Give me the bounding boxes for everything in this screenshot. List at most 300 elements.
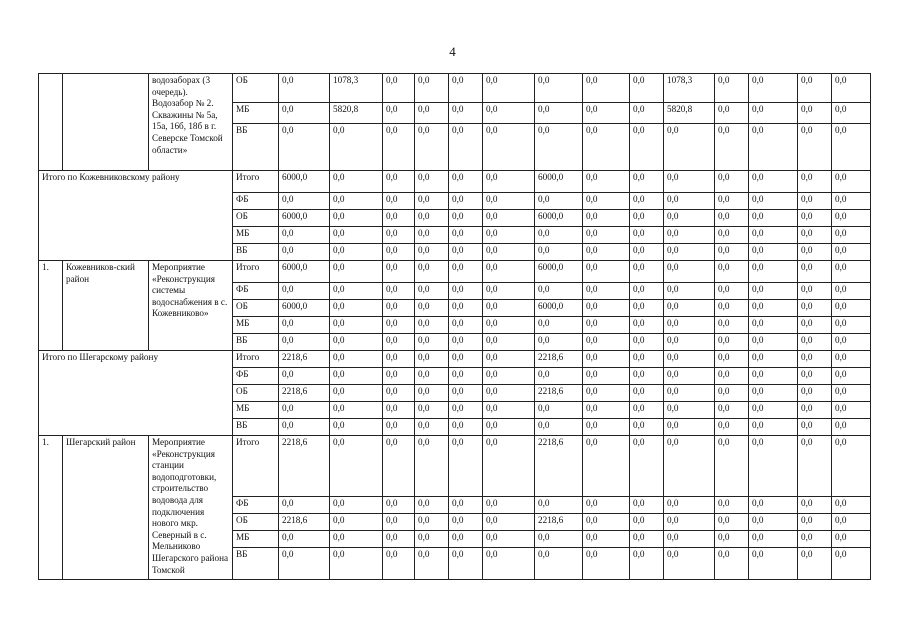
value-cell: 0,0 [798, 244, 832, 261]
value-cell: 0,0 [483, 351, 535, 368]
value-cell: 6000,0 [535, 210, 583, 227]
value-cell: 0,0 [664, 531, 715, 548]
value-cell: 0,0 [415, 351, 449, 368]
value-cell: 0,0 [630, 193, 664, 210]
value-cell: 0,0 [330, 548, 383, 580]
value-cell: 0,0 [415, 124, 449, 171]
value-cell: 0,0 [664, 210, 715, 227]
value-cell: 0,0 [664, 171, 715, 193]
value-cell: 0,0 [279, 193, 330, 210]
value-cell: 0,0 [664, 368, 715, 385]
page-number: 4 [449, 44, 456, 59]
value-cell: 0,0 [449, 419, 483, 436]
value-cell: 0,0 [330, 531, 383, 548]
row-number: 1. [39, 261, 63, 351]
value-cell: 0,0 [330, 497, 383, 514]
value-cell: 0,0 [798, 171, 832, 193]
value-cell: 0,0 [535, 497, 583, 514]
value-cell: 0,0 [330, 227, 383, 244]
value-cell: 0,0 [279, 368, 330, 385]
table-row [39, 74, 871, 103]
value-cell: 0,0 [715, 244, 749, 261]
value-cell: 0,0 [483, 548, 535, 580]
value-cell: 0,0 [330, 514, 383, 531]
value-cell: 0,0 [383, 227, 415, 244]
value-cell: 0,0 [832, 244, 871, 261]
funding-source: ФБ [233, 497, 279, 514]
value-cell: 0,0 [415, 103, 449, 124]
value-cell: 0,0 [535, 283, 583, 300]
value-cell: 0,0 [535, 548, 583, 580]
value-cell: 0,0 [383, 514, 415, 531]
funding-source: ОБ [233, 300, 279, 317]
value-cell: 0,0 [664, 497, 715, 514]
funding-source: ОБ [233, 210, 279, 227]
value-cell: 0,0 [749, 300, 798, 317]
value-cell: 0,0 [583, 514, 630, 531]
value-cell: 0,0 [415, 419, 449, 436]
value-cell: 0,0 [630, 261, 664, 283]
value-cell: 0,0 [449, 300, 483, 317]
value-cell: 0,0 [449, 74, 483, 103]
row-number: 1. [39, 436, 63, 580]
value-cell: 0,0 [832, 531, 871, 548]
value-cell: 0,0 [483, 227, 535, 244]
value-cell: 0,0 [749, 317, 798, 334]
value-cell: 0,0 [715, 385, 749, 402]
value-cell: 6000,0 [535, 261, 583, 283]
value-cell: 6000,0 [279, 171, 330, 193]
budget-table [38, 73, 871, 580]
value-cell: 0,0 [330, 317, 383, 334]
value-cell: 0,0 [383, 283, 415, 300]
value-cell: 0,0 [415, 531, 449, 548]
value-cell: 0,0 [483, 497, 535, 514]
district-name [63, 74, 149, 171]
table-row [39, 436, 871, 497]
value-cell: 0,0 [798, 368, 832, 385]
value-cell: 0,0 [449, 124, 483, 171]
value-cell: 0,0 [583, 548, 630, 580]
value-cell: 0,0 [832, 385, 871, 402]
value-cell: 0,0 [483, 244, 535, 261]
value-cell: 0,0 [749, 171, 798, 193]
value-cell: 0,0 [383, 171, 415, 193]
value-cell: 0,0 [715, 74, 749, 103]
funding-source: ВБ [233, 124, 279, 171]
value-cell: 0,0 [583, 244, 630, 261]
value-cell: 0,0 [583, 497, 630, 514]
value-cell: 0,0 [832, 227, 871, 244]
value-cell: 2218,6 [535, 436, 583, 497]
value-cell: 0,0 [279, 497, 330, 514]
value-cell: 0,0 [664, 351, 715, 368]
value-cell: 5820,8 [664, 103, 715, 124]
value-cell: 6000,0 [535, 171, 583, 193]
value-cell: 0,0 [330, 385, 383, 402]
value-cell: 0,0 [715, 193, 749, 210]
value-cell: 0,0 [483, 283, 535, 300]
value-cell: 0,0 [415, 227, 449, 244]
value-cell: 0,0 [630, 210, 664, 227]
funding-source: ВБ [233, 419, 279, 436]
value-cell: 0,0 [449, 227, 483, 244]
value-cell: 0,0 [664, 385, 715, 402]
value-cell: 0,0 [630, 334, 664, 351]
value-cell: 0,0 [415, 171, 449, 193]
value-cell: 0,0 [383, 531, 415, 548]
total-row [39, 171, 871, 193]
value-cell: 0,0 [630, 317, 664, 334]
value-cell: 0,0 [749, 124, 798, 171]
value-cell: 0,0 [330, 300, 383, 317]
measure-description: водозаборах (3 очередь). Водозабор № 2. Скважины № 5а, 15а, 16б, 18б в г. Северске Томской области» [149, 74, 233, 171]
value-cell: 0,0 [798, 497, 832, 514]
value-cell: 2218,6 [279, 514, 330, 531]
value-cell: 0,0 [383, 368, 415, 385]
value-cell: 0,0 [664, 261, 715, 283]
value-cell: 0,0 [630, 300, 664, 317]
value-cell: 0,0 [664, 419, 715, 436]
value-cell: 6000,0 [279, 300, 330, 317]
value-cell: 0,0 [330, 193, 383, 210]
value-cell: 0,0 [535, 334, 583, 351]
value-cell: 2218,6 [535, 385, 583, 402]
funding-source: Итого [233, 171, 279, 193]
value-cell: 0,0 [449, 436, 483, 497]
value-cell: 0,0 [798, 261, 832, 283]
funding-source: ФБ [233, 193, 279, 210]
district-total-label: Итого по Шегарскому району [39, 351, 233, 436]
value-cell: 0,0 [415, 368, 449, 385]
value-cell: 0,0 [583, 210, 630, 227]
value-cell: 0,0 [483, 368, 535, 385]
value-cell: 0,0 [630, 283, 664, 300]
value-cell: 0,0 [664, 334, 715, 351]
value-cell: 0,0 [749, 351, 798, 368]
value-cell: 0,0 [664, 300, 715, 317]
value-cell: 6000,0 [535, 300, 583, 317]
value-cell: 0,0 [415, 74, 449, 103]
value-cell: 0,0 [535, 193, 583, 210]
value-cell: 0,0 [832, 261, 871, 283]
value-cell: 0,0 [798, 402, 832, 419]
funding-source: Итого [233, 436, 279, 497]
value-cell: 0,0 [664, 548, 715, 580]
value-cell: 0,0 [330, 244, 383, 261]
value-cell: 0,0 [535, 74, 583, 103]
value-cell: 0,0 [279, 317, 330, 334]
value-cell: 0,0 [798, 436, 832, 497]
value-cell: 0,0 [664, 227, 715, 244]
value-cell: 0,0 [715, 497, 749, 514]
funding-source: МБ [233, 402, 279, 419]
value-cell: 0,0 [383, 436, 415, 497]
value-cell: 0,0 [383, 351, 415, 368]
value-cell: 0,0 [279, 402, 330, 419]
value-cell: 0,0 [583, 283, 630, 300]
value-cell: 0,0 [832, 210, 871, 227]
value-cell: 0,0 [798, 124, 832, 171]
funding-source: Итого [233, 261, 279, 283]
value-cell: 0,0 [330, 368, 383, 385]
value-cell: 0,0 [798, 317, 832, 334]
value-cell: 0,0 [583, 124, 630, 171]
value-cell: 0,0 [415, 497, 449, 514]
value-cell: 0,0 [832, 368, 871, 385]
value-cell: 0,0 [483, 124, 535, 171]
value-cell: 0,0 [449, 171, 483, 193]
value-cell: 0,0 [415, 300, 449, 317]
value-cell: 0,0 [535, 368, 583, 385]
district-name: Кожевников-ский район [63, 261, 149, 351]
value-cell: 0,0 [583, 193, 630, 210]
value-cell: 0,0 [483, 317, 535, 334]
value-cell: 0,0 [483, 402, 535, 419]
value-cell: 0,0 [330, 124, 383, 171]
value-cell: 0,0 [449, 531, 483, 548]
value-cell: 0,0 [832, 124, 871, 171]
value-cell: 0,0 [483, 436, 535, 497]
value-cell: 0,0 [664, 124, 715, 171]
value-cell: 0,0 [483, 419, 535, 436]
value-cell: 0,0 [330, 436, 383, 497]
value-cell: 0,0 [715, 210, 749, 227]
value-cell: 0,0 [583, 103, 630, 124]
value-cell: 0,0 [583, 531, 630, 548]
value-cell: 0,0 [715, 171, 749, 193]
value-cell: 0,0 [279, 419, 330, 436]
value-cell: 0,0 [798, 514, 832, 531]
value-cell: 0,0 [383, 334, 415, 351]
value-cell: 0,0 [749, 385, 798, 402]
value-cell: 0,0 [383, 74, 415, 103]
value-cell: 0,0 [749, 103, 798, 124]
value-cell: 0,0 [664, 317, 715, 334]
value-cell: 0,0 [415, 210, 449, 227]
value-cell: 0,0 [383, 317, 415, 334]
value-cell: 0,0 [449, 193, 483, 210]
value-cell: 0,0 [415, 514, 449, 531]
value-cell: 0,0 [383, 419, 415, 436]
value-cell: 0,0 [749, 261, 798, 283]
value-cell: 0,0 [583, 419, 630, 436]
value-cell: 0,0 [583, 368, 630, 385]
value-cell: 0,0 [715, 261, 749, 283]
funding-source: ВБ [233, 244, 279, 261]
value-cell: 0,0 [415, 402, 449, 419]
value-cell: 0,0 [832, 351, 871, 368]
value-cell: 0,0 [715, 317, 749, 334]
value-cell: 0,0 [483, 300, 535, 317]
value-cell: 0,0 [630, 124, 664, 171]
value-cell: 0,0 [832, 300, 871, 317]
value-cell: 0,0 [449, 261, 483, 283]
funding-source: ВБ [233, 548, 279, 580]
value-cell: 2218,6 [279, 351, 330, 368]
value-cell: 0,0 [330, 210, 383, 227]
value-cell: 0,0 [798, 334, 832, 351]
value-cell: 0,0 [630, 227, 664, 244]
value-cell: 0,0 [715, 351, 749, 368]
value-cell: 0,0 [415, 283, 449, 300]
value-cell: 0,0 [535, 419, 583, 436]
value-cell: 0,0 [630, 436, 664, 497]
value-cell: 0,0 [483, 171, 535, 193]
value-cell: 0,0 [832, 334, 871, 351]
value-cell: 0,0 [449, 402, 483, 419]
value-cell: 1078,3 [664, 74, 715, 103]
value-cell: 2218,6 [535, 351, 583, 368]
value-cell: 0,0 [383, 124, 415, 171]
value-cell: 2218,6 [279, 385, 330, 402]
value-cell: 0,0 [330, 402, 383, 419]
value-cell: 0,0 [749, 193, 798, 210]
value-cell: 0,0 [383, 300, 415, 317]
value-cell: 0,0 [583, 402, 630, 419]
value-cell: 0,0 [749, 402, 798, 419]
value-cell: 0,0 [798, 103, 832, 124]
value-cell: 0,0 [715, 436, 749, 497]
value-cell: 0,0 [483, 385, 535, 402]
value-cell: 0,0 [449, 548, 483, 580]
value-cell: 0,0 [630, 497, 664, 514]
value-cell: 0,0 [583, 351, 630, 368]
value-cell: 0,0 [664, 193, 715, 210]
value-cell: 0,0 [832, 171, 871, 193]
value-cell: 0,0 [279, 244, 330, 261]
value-cell: 0,0 [583, 261, 630, 283]
funding-source: Итого [233, 351, 279, 368]
value-cell: 0,0 [749, 419, 798, 436]
value-cell: 0,0 [798, 210, 832, 227]
value-cell: 0,0 [330, 171, 383, 193]
value-cell: 0,0 [715, 368, 749, 385]
value-cell: 0,0 [330, 261, 383, 283]
value-cell: 0,0 [664, 283, 715, 300]
value-cell: 0,0 [749, 227, 798, 244]
value-cell: 0,0 [798, 193, 832, 210]
value-cell: 0,0 [749, 548, 798, 580]
value-cell: 0,0 [583, 171, 630, 193]
value-cell: 0,0 [415, 385, 449, 402]
value-cell: 0,0 [798, 74, 832, 103]
value-cell: 0,0 [630, 514, 664, 531]
value-cell: 0,0 [449, 385, 483, 402]
value-cell: 0,0 [715, 227, 749, 244]
value-cell: 0,0 [832, 419, 871, 436]
value-cell: 0,0 [715, 283, 749, 300]
value-cell: 0,0 [383, 210, 415, 227]
value-cell: 0,0 [535, 227, 583, 244]
value-cell: 0,0 [715, 300, 749, 317]
value-cell: 0,0 [415, 436, 449, 497]
value-cell: 0,0 [715, 334, 749, 351]
value-cell: 0,0 [449, 351, 483, 368]
value-cell: 0,0 [483, 514, 535, 531]
value-cell: 0,0 [449, 210, 483, 227]
value-cell: 0,0 [630, 419, 664, 436]
value-cell: 0,0 [832, 74, 871, 103]
value-cell: 0,0 [583, 74, 630, 103]
value-cell: 0,0 [383, 385, 415, 402]
value-cell: 0,0 [583, 334, 630, 351]
value-cell: 0,0 [832, 436, 871, 497]
value-cell: 0,0 [535, 124, 583, 171]
value-cell: 0,0 [449, 497, 483, 514]
table-row [39, 261, 871, 283]
value-cell: 0,0 [664, 514, 715, 531]
value-cell: 0,0 [330, 334, 383, 351]
value-cell: 0,0 [279, 103, 330, 124]
value-cell: 0,0 [415, 244, 449, 261]
value-cell: 0,0 [383, 497, 415, 514]
value-cell: 0,0 [749, 283, 798, 300]
value-cell: 0,0 [630, 368, 664, 385]
value-cell: 0,0 [330, 419, 383, 436]
measure-description: Мероприятие «Реконструкция станции водоподготовки, строительство водовода для подключения нового мкр. Северный в с. Мельниково Шегарского района Томской [149, 436, 233, 580]
funding-source: ВБ [233, 334, 279, 351]
value-cell: 0,0 [715, 402, 749, 419]
value-cell: 2218,6 [279, 436, 330, 497]
value-cell: 0,0 [383, 261, 415, 283]
value-cell: 0,0 [279, 548, 330, 580]
value-cell: 0,0 [535, 402, 583, 419]
value-cell: 0,0 [330, 351, 383, 368]
value-cell: 0,0 [483, 531, 535, 548]
value-cell: 0,0 [664, 436, 715, 497]
funding-source: МБ [233, 317, 279, 334]
value-cell: 0,0 [415, 334, 449, 351]
value-cell: 0,0 [535, 244, 583, 261]
value-cell: 0,0 [630, 548, 664, 580]
value-cell: 0,0 [449, 514, 483, 531]
value-cell: 0,0 [832, 103, 871, 124]
value-cell: 2218,6 [535, 514, 583, 531]
row-number [39, 74, 63, 171]
value-cell: 0,0 [832, 548, 871, 580]
value-cell: 0,0 [749, 531, 798, 548]
value-cell: 0,0 [279, 227, 330, 244]
funding-source: МБ [233, 531, 279, 548]
value-cell: 0,0 [415, 193, 449, 210]
value-cell: 0,0 [415, 317, 449, 334]
value-cell: 0,0 [279, 531, 330, 548]
value-cell: 0,0 [535, 103, 583, 124]
total-row [39, 351, 871, 368]
value-cell: 0,0 [664, 402, 715, 419]
value-cell: 0,0 [449, 368, 483, 385]
value-cell: 0,0 [832, 402, 871, 419]
value-cell: 0,0 [715, 103, 749, 124]
value-cell: 0,0 [832, 514, 871, 531]
value-cell: 0,0 [583, 227, 630, 244]
value-cell: 0,0 [630, 531, 664, 548]
value-cell: 0,0 [832, 497, 871, 514]
value-cell: 0,0 [832, 283, 871, 300]
value-cell: 0,0 [279, 124, 330, 171]
value-cell: 0,0 [798, 300, 832, 317]
value-cell: 0,0 [749, 244, 798, 261]
value-cell: 0,0 [630, 103, 664, 124]
value-cell: 0,0 [483, 334, 535, 351]
value-cell: 0,0 [798, 531, 832, 548]
value-cell: 0,0 [749, 368, 798, 385]
value-cell: 0,0 [832, 317, 871, 334]
value-cell: 0,0 [630, 351, 664, 368]
value-cell: 0,0 [279, 283, 330, 300]
value-cell: 0,0 [583, 385, 630, 402]
